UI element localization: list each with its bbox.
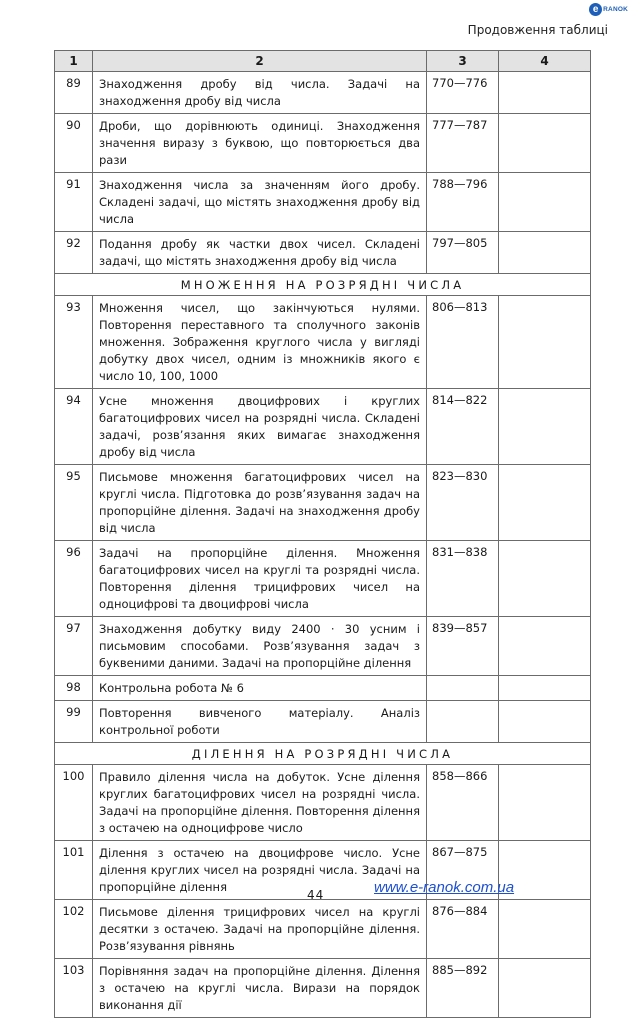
notes-cell — [499, 232, 591, 274]
lesson-topic: Знаходження дробу від числа. Задачі на знаходження дробу від числа — [93, 72, 427, 114]
lesson-number: 99 — [55, 701, 93, 743]
section-header-row — [55, 274, 591, 296]
lesson-number: 89 — [55, 72, 93, 114]
lesson-number: 90 — [55, 114, 93, 173]
notes-cell — [499, 765, 591, 841]
lesson-number: 97 — [55, 617, 93, 676]
logo-e-icon: e — [589, 3, 602, 16]
lesson-topic: Усне множення двоцифрових і круглих багатоцифрових чисел на розрядні числа. Складені задачі, розв’язання яких вимагає знаходження дробу від числа — [93, 389, 427, 465]
table-header-row — [55, 51, 591, 72]
lesson-topic: Правило ділення числа на добуток. Усне ділення круглих багатоцифрових чисел на розрядні числа. Задачі на пропорційне ділення. Повторення ділення з остачею на одноцифрове число — [93, 765, 427, 841]
notes-cell — [499, 465, 591, 541]
continuation-caption: Продовження таблиці — [467, 23, 608, 37]
lesson-topic: Дроби, що дорівнюють одиниці. Знаходження значення виразу з буквою, що повторюється два рази — [93, 114, 427, 173]
exercise-range: 831—838 — [427, 541, 499, 617]
notes-cell — [499, 541, 591, 617]
exercise-range: 858—866 — [427, 765, 499, 841]
section-header-row — [55, 743, 591, 765]
col-header-topic: 2 — [93, 51, 427, 72]
table-row — [55, 296, 591, 389]
exercise-range — [427, 701, 499, 743]
notes-cell — [499, 389, 591, 465]
exercise-range: 788—796 — [427, 173, 499, 232]
table-row — [55, 541, 591, 617]
lesson-plan-table — [54, 50, 591, 1018]
notes-cell — [499, 701, 591, 743]
exercise-range: 777—787 — [427, 114, 499, 173]
notes-cell — [499, 617, 591, 676]
lesson-topic: Знаходження числа за значенням його дробу. Складені задачі, що містять знаходження дробу від числа — [93, 173, 427, 232]
notes-cell — [499, 900, 591, 959]
lesson-topic: Порівняння задач на пропорційне ділення. Ділення з остачею на круглі числа. Вирази на порядок виконання дії — [93, 959, 427, 1018]
notes-cell — [499, 114, 591, 173]
lesson-topic: Повторення вивченого матеріалу. Аналіз контрольної роботи — [93, 701, 427, 743]
table-row — [55, 959, 591, 1018]
publisher-logo — [589, 3, 628, 16]
table-row — [55, 173, 591, 232]
lesson-number: 91 — [55, 173, 93, 232]
lesson-topic: Множення чисел, що закінчуються нулями. Повторення переставного та сполучного законів множення. Зображення круглого числа у вигляді добутку двох чисел, одним із множників якого є число 10, 100, 1000 — [93, 296, 427, 389]
lesson-topic: Письмове множення багатоцифрових чисел на круглі числа. Підготовка до розв’язування задач на пропорційне ділення. Задачі на знаходження дробу від числа — [93, 465, 427, 541]
notes-cell — [499, 959, 591, 1018]
table-row — [55, 617, 591, 676]
lesson-topic: Задачі на пропорційне ділення. Множення багатоцифрових чисел на круглі та розрядні числа. Повторення ділення трицифрових чисел на одноцифрові та двоцифрові числа — [93, 541, 427, 617]
lesson-topic: Письмове ділення трицифрових чисел на круглі десятки з остачею. Задачі на пропорційне ділення. Розв’язування рівнянь — [93, 900, 427, 959]
exercise-range: 797—805 — [427, 232, 499, 274]
col-header-exercises: 3 — [427, 51, 499, 72]
lesson-number: 96 — [55, 541, 93, 617]
notes-cell — [499, 173, 591, 232]
exercise-range: 885—892 — [427, 959, 499, 1018]
section-title: ДІЛЕННЯ НА РОЗРЯДНІ ЧИСЛА — [55, 743, 591, 765]
col-header-notes: 4 — [499, 51, 591, 72]
lesson-number: 94 — [55, 389, 93, 465]
notes-cell — [499, 676, 591, 701]
lesson-number: 101 — [55, 841, 93, 900]
lesson-topic: Контрольна робота № 6 — [93, 676, 427, 701]
lesson-number: 100 — [55, 765, 93, 841]
logo-text: RANOK — [603, 6, 628, 13]
table-row — [55, 232, 591, 274]
exercise-range: 806—813 — [427, 296, 499, 389]
exercise-range: 876—884 — [427, 900, 499, 959]
lesson-number: 95 — [55, 465, 93, 541]
table-row — [55, 114, 591, 173]
notes-cell — [499, 296, 591, 389]
lesson-number: 93 — [55, 296, 93, 389]
exercise-range — [427, 676, 499, 701]
lesson-number: 92 — [55, 232, 93, 274]
table-row — [55, 765, 591, 841]
lesson-topic: Подання дробу як частки двох чисел. Складені задачі, що містять знаходження дробу від числа — [93, 232, 427, 274]
exercise-range: 867—875 — [427, 841, 499, 900]
table-row — [55, 701, 591, 743]
lesson-number: 103 — [55, 959, 93, 1018]
exercise-range: 814—822 — [427, 389, 499, 465]
page-number: 44 — [307, 888, 325, 902]
lesson-number: 102 — [55, 900, 93, 959]
lesson-topic: Ділення з остачею на двоцифрове число. Усне ділення круглих чисел на розрядні числа. Задачі на пропорційне ділення — [93, 841, 427, 900]
exercise-range: 770—776 — [427, 72, 499, 114]
exercise-range: 839—857 — [427, 617, 499, 676]
exercise-range: 823—830 — [427, 465, 499, 541]
website-link[interactable]: www.e-ranok.com.ua — [374, 879, 515, 896]
table-row — [55, 676, 591, 701]
table-row — [55, 465, 591, 541]
col-header-number: 1 — [55, 51, 93, 72]
lesson-number: 98 — [55, 676, 93, 701]
section-title: МНОЖЕННЯ НА РОЗРЯДНІ ЧИСЛА — [55, 274, 591, 296]
table-row — [55, 389, 591, 465]
lesson-topic: Знаходження добутку виду 2400 · 30 усним і письмовим способами. Розв’язування задач з буквеними даними. Задачі на пропорційне ділення — [93, 617, 427, 676]
table-body — [55, 72, 591, 1018]
table-row — [55, 900, 591, 959]
notes-cell — [499, 72, 591, 114]
table-row — [55, 72, 591, 114]
